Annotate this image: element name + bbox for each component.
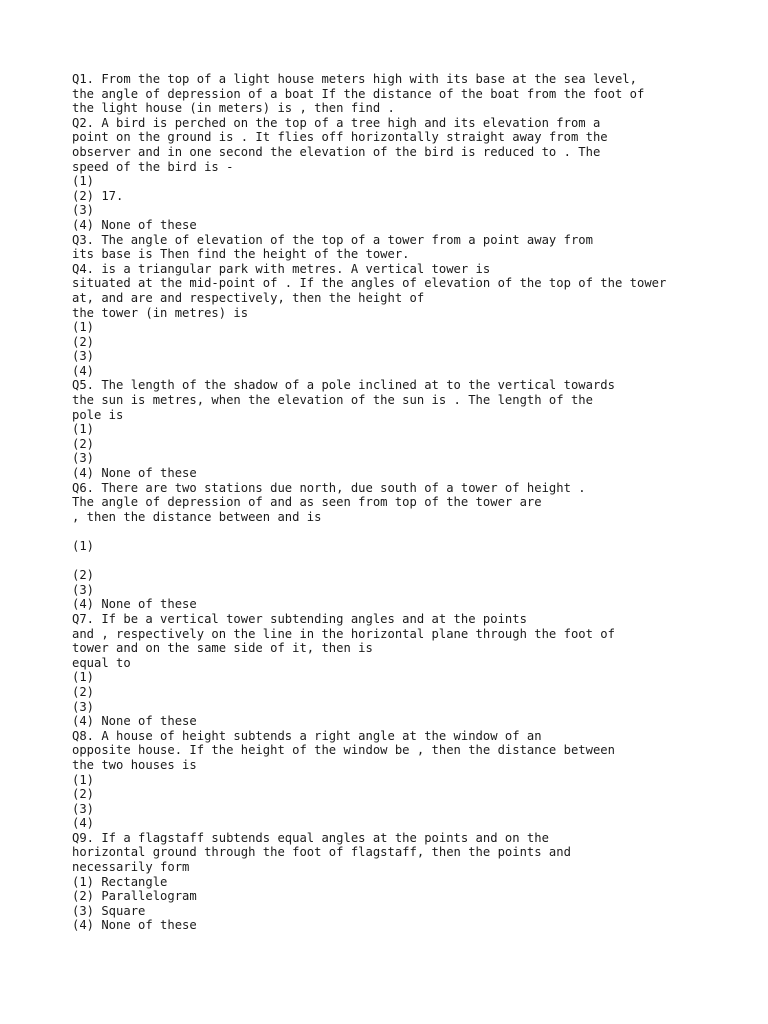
- text-line: its base is Then find the height of the tower.: [72, 247, 410, 262]
- text-line: (3): [72, 349, 95, 364]
- text-line: [72, 524, 712, 539]
- text-line: (1): [72, 174, 95, 189]
- text-line: (2) Parallelogram: [72, 889, 197, 904]
- text-line: (4) None of these: [72, 217, 197, 232]
- text-line: (2): [72, 568, 95, 583]
- text-line: [72, 554, 712, 569]
- text-line: (2) 17.: [72, 188, 124, 203]
- text-line: (1): [72, 320, 95, 335]
- text-line: (2): [72, 684, 95, 699]
- text-line: opposite house. If the height of the window be , then the distance between: [72, 743, 615, 758]
- text-line: (2): [72, 334, 95, 349]
- text-line: (3): [72, 203, 95, 218]
- text-line: speed of the bird is -: [72, 159, 234, 174]
- text-line: Q4. is a triangular park with metres. A vertical tower is: [72, 261, 491, 276]
- text-line: (4): [72, 363, 95, 378]
- text-line: Q8. A house of height subtends a right angle at the window of an: [72, 728, 542, 743]
- text-line: point on the ground is . It flies off horizontally straight away from the: [72, 130, 608, 145]
- text-line: (1): [72, 772, 95, 787]
- text-line: (1): [72, 670, 95, 685]
- text-line: necessarily form: [72, 860, 190, 875]
- text-line: (2): [72, 787, 95, 802]
- text-line: (4) None of these: [72, 918, 197, 933]
- text-line: (2): [72, 436, 95, 451]
- text-line: Q7. If be a vertical tower subtending angles and at the points: [72, 611, 527, 626]
- text-line: tower and on the same side of it, then is: [72, 641, 373, 656]
- text-line: (4) None of these: [72, 466, 197, 481]
- text-line: (4) None of these: [72, 597, 197, 612]
- text-line: (3): [72, 451, 95, 466]
- text-line: Q2. A bird is perched on the top of a tree high and its elevation from a: [72, 115, 601, 130]
- text-line: the tower (in metres) is: [72, 305, 249, 320]
- text-line: (3): [72, 582, 95, 597]
- text-line: (1) Rectangle: [72, 874, 168, 889]
- text-line: Q3. The angle of elevation of the top of a tower from a point away from: [72, 232, 593, 247]
- text-line: The angle of depression of and as seen from top of the tower are: [72, 495, 542, 510]
- text-line: at, and are and respectively, then the height of: [72, 290, 425, 305]
- text-line: Q5. The length of the shadow of a pole inclined at to the vertical towards: [72, 378, 615, 393]
- text-line: the sun is metres, when the elevation of the sun is . The length of the: [72, 393, 593, 408]
- text-line: Q6. There are two stations due north, due south of a tower of height .: [72, 480, 586, 495]
- text-line: the angle of depression of a boat If the distance of the boat from the foot of: [72, 86, 645, 101]
- document-page: [72, 72, 712, 933]
- text-line: (4) None of these: [72, 714, 197, 729]
- text-line: and , respectively on the line in the horizontal plane through the foot of: [72, 626, 615, 641]
- text-line: (3) Square: [72, 903, 146, 918]
- text-line: (4): [72, 816, 95, 831]
- text-line: horizontal ground through the foot of flagstaff, then the points and: [72, 845, 571, 860]
- text-line: situated at the mid-point of . If the angles of elevation of the top of the tower: [72, 276, 667, 291]
- text-line: (1): [72, 422, 95, 437]
- text-line: Q9. If a flagstaff subtends equal angles at the points and on the: [72, 830, 549, 845]
- text-line: (3): [72, 801, 95, 816]
- text-line: (3): [72, 699, 95, 714]
- text-line: , then the distance between and is: [72, 509, 322, 524]
- text-line: equal to: [72, 655, 131, 670]
- text-line: pole is: [72, 407, 124, 422]
- text-line: (1): [72, 539, 95, 553]
- text-line: the light house (in meters) is , then find .: [72, 101, 395, 116]
- text-line: observer and in one second the elevation of the bird is reduced to . The: [72, 144, 601, 159]
- text-line: Q1. From the top of a light house meters high with its base at the sea level,: [72, 72, 637, 86]
- text-line: the two houses is: [72, 757, 197, 772]
